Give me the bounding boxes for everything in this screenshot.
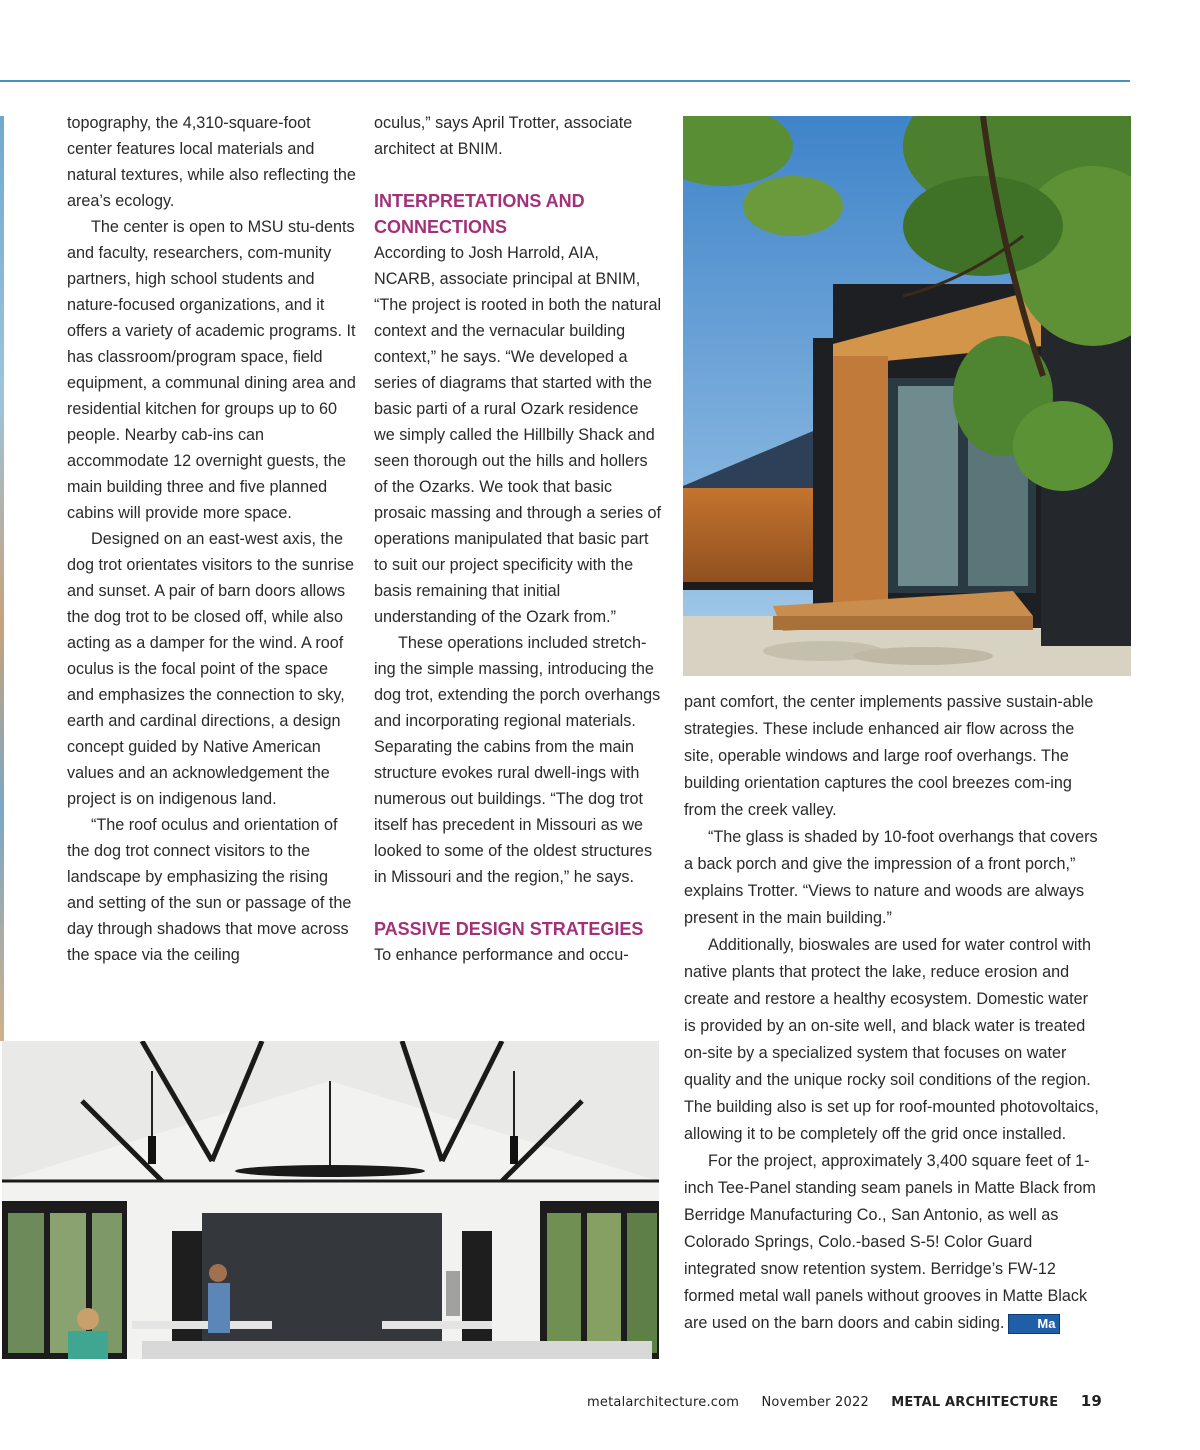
section-heading: INTERPRETATIONS AND CONNECTIONS — [374, 191, 585, 237]
column-1 — [67, 110, 357, 968]
exterior-building-photo — [683, 116, 1131, 676]
paragraph: Additionally, bioswales are used for water control with native plants that protect the lake, reduce erosion and create and restore a healthy ecosystem. Domestic water is provided by an on-site well, and black water is treated on-site by a specialized system that focuses on water quality and the unique rocky soil conditions of the region. The building also is set up for roof-mounted photovoltaics, allowing it to be completely off the grid once installed. — [684, 936, 1099, 1143]
footer-issue-date: November 2022 — [761, 1395, 869, 1410]
paragraph: topography, the 4,310-square-foot center features local materials and natural textures, while also reflecting the area’s ecology. — [67, 114, 356, 210]
paragraph-text: For the project, approximately 3,400 square feet of 1-inch Tee-Panel standing seam panels in Matte Black from Berridge Manufacturing Co., San Antonio, as well as Colorado Springs, Colo.-based S-5! Color Guard integrated snow retention system. Berridge’s FW-12 formed metal wall panels without grooves in Matte Black are used on the barn doors and cabin siding. — [684, 1152, 1096, 1332]
paragraph: The center is open to MSU stu-dents and faculty, researchers, com-munity partners, high school students and nature-focused organizations, and it offers a variety of academic programs. It has classroom/program space, field equipment, a communal dining area and residential kitchen for groups up to 60 people. Nearby cab-ins can accommodate 12 overnight guests, the main building three and five planned cabins will provide more space. — [67, 218, 356, 522]
column-2 — [374, 110, 662, 968]
header-rule — [0, 80, 1130, 82]
paragraph: “The glass is shaded by 10-foot overhangs that covers a back porch and give the impression of a front porch,” explains Trotter. “Views to nature and woods are always present in the main building.” — [684, 828, 1098, 927]
magazine-end-mark-icon: Ma — [1008, 1314, 1060, 1334]
page-footer — [0, 1392, 1102, 1410]
paragraph: According to Josh Harrold, AIA, NCARB, associate principal at BNIM, “The project is rooted in both the natural context and the vernacular building context,” he says. “We developed a series of diagrams that started with the basic parti of a rural Ozark residence we simply called the Hillbilly Shack and seen thorough out the hills and hollers of the Ozarks. We took that basic prosaic massing and through a series of operations manipulated that basic part to suit our project specificity with the basis remaining that initial understanding of the Ozark from.” — [374, 244, 662, 626]
left-edge-photo-strip — [0, 116, 4, 1041]
interior-dining-hall-photo — [2, 1041, 659, 1359]
page-number: 19 — [1080, 1392, 1102, 1410]
paragraph: Designed on an east-west axis, the dog trot orientates visitors to the sunrise and sunset. A pair of barn doors allows the dog trot to be closed off, while also acting as a damper for the wind. A roof oculus is the focal point of the space and emphasizes the connection to sky, earth and cardinal directions, a design concept guided by Native American values and an acknowledgement the project is on indigenous land. — [67, 530, 355, 808]
paragraph — [684, 1148, 1102, 1337]
footer-website: metalarchitecture.com — [587, 1395, 740, 1410]
paragraph: pant comfort, the center implements passive sustain-able strategies. These include enhanced air flow across the site, operable windows and large roof overhangs. The building orientation captures the cool breezes com-ing from the creek valley. — [684, 693, 1094, 819]
paragraph: To enhance performance and occu- — [374, 946, 629, 964]
footer-magazine-title: METAL ARCHITECTURE — [891, 1395, 1059, 1410]
paragraph: oculus,” says April Trotter, associate architect at BNIM. — [374, 114, 633, 158]
section-heading: PASSIVE DESIGN STRATEGIES — [374, 919, 644, 939]
paragraph: These operations included stretch-ing the simple massing, introducing the dog trot, extending the porch overhangs and incorporating regional materials. Separating the cabins from the main structure evokes rural dwell-ings with numerous out buildings. “The dog trot itself has precedent in Missouri as we looked to some of the oldest structures in Missouri and the region,” he says. — [374, 634, 661, 886]
paragraph: “The roof oculus and orientation of the dog trot connect visitors to the landscape by emphasizing the rising and setting of the sun or passage of the day through shadows that move across the space via the ceiling — [67, 816, 352, 964]
column-3 — [684, 689, 1102, 1337]
